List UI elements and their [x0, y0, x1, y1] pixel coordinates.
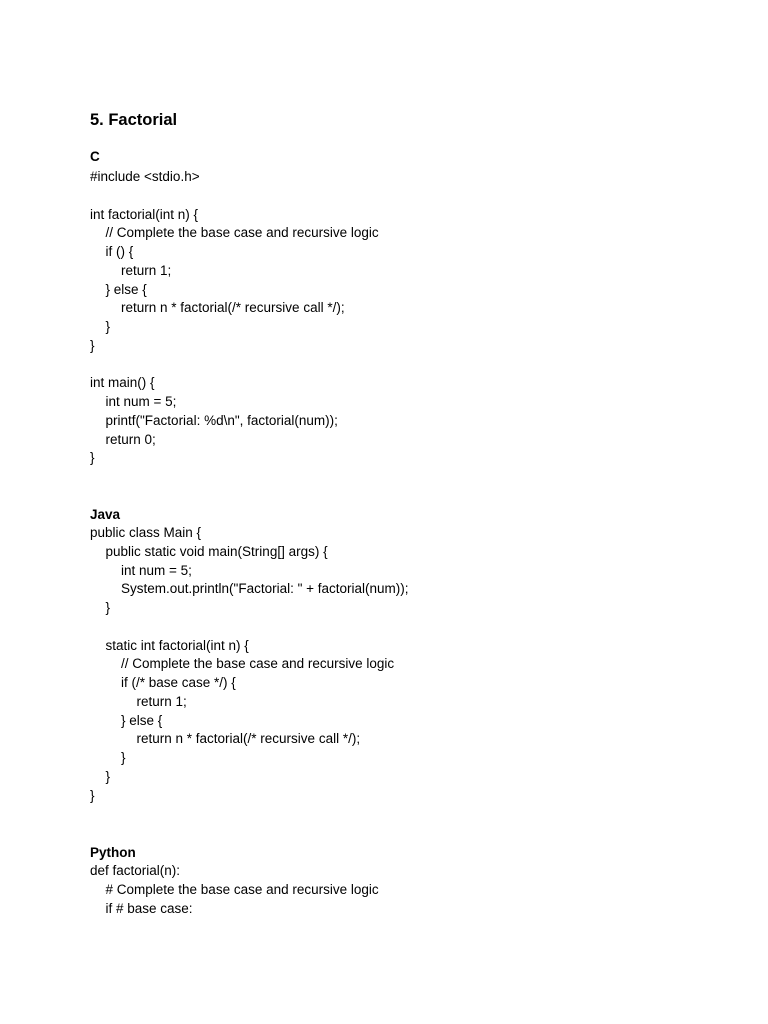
code-line: int main() { [90, 375, 155, 391]
section-label-java: Java [90, 507, 121, 522]
code-line: public static void main(String[] args) { [105, 543, 328, 559]
code-block-java [90, 524, 409, 805]
code-line: #include <stdio.h> [90, 169, 200, 184]
code-line: return 1; [136, 693, 187, 709]
code-line: } [90, 337, 95, 353]
blank-line [90, 187, 379, 206]
code-line: return 0; [105, 431, 156, 447]
page-title: 5. Factorial [90, 111, 178, 129]
code-line: public class Main { [90, 525, 202, 540]
code-block-python [90, 862, 379, 918]
code-line: } [105, 319, 111, 334]
code-line: # Complete the base case and recursive logic [105, 881, 379, 897]
section-label-python: Python [90, 845, 136, 860]
code-line: return n * factorial(/* recursive call */); [121, 300, 345, 316]
code-line: return n * factorial(/* recursive call */); [136, 731, 361, 747]
code-line: } [105, 600, 111, 615]
blank-line [90, 618, 409, 637]
code-line: printf("Factorial: %d\n", factorial(num)); [105, 412, 338, 428]
code-line: System.out.println("Factorial: " + factorial(num)); [121, 581, 409, 597]
code-line: } [90, 787, 95, 803]
code-line: return 1; [121, 262, 172, 278]
code-line: // Complete the base case and recursive logic [105, 225, 379, 241]
code-line: } [121, 750, 126, 765]
code-line: } [105, 768, 111, 784]
code-line: if # base case: [105, 900, 193, 916]
code-line: } else { [105, 281, 147, 297]
code-block-c [90, 168, 379, 468]
section-label-c: C [90, 149, 100, 164]
code-line: if (/* base case */) { [121, 675, 236, 690]
code-line: static int factorial(int n) { [105, 637, 249, 653]
code-line: } [90, 450, 95, 466]
code-line: int num = 5; [105, 394, 177, 409]
code-line: int num = 5; [121, 562, 192, 578]
code-line: int factorial(int n) { [90, 206, 199, 222]
code-line: } else { [121, 712, 163, 728]
code-line: // Complete the base case and recursive logic [121, 656, 395, 672]
code-line: if () { [105, 244, 134, 259]
blank-line [90, 356, 379, 375]
code-line: def factorial(n): [90, 863, 181, 878]
